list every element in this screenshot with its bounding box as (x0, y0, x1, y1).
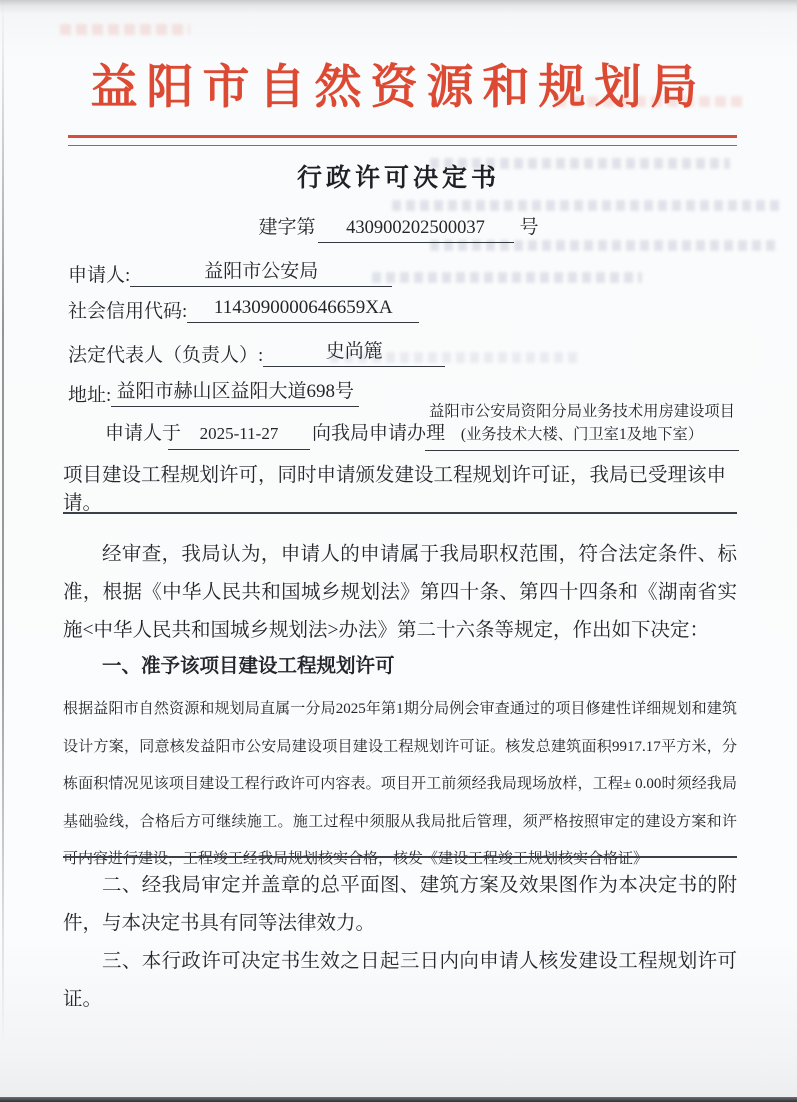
decision-1-detail: 根据益阳市自然资源和规划局直属一分局2025年第1期分局例会审查通过的项目修建性详细规划和建筑设计方案，同意核发益阳市公安局建设项目建设工程规划许可证。核发总建筑面积9917.17平方米，分栋面积情况见该项目建设工程行政许可内容表。项目开工前须经我局现场放样，工程± 0.00时须经我局基础验线，合格后方可继续施工。施工过程中须服从我局批后管理，须严格按照审定的建设方案和许可内容进行建设，工程竣工经我局规划核实合格，核发《建设工程竣工规划核实合格证》 (63, 701, 737, 867)
bleed-through-artifact (392, 200, 782, 211)
credit-code-label: 社会信用代码: (68, 301, 188, 322)
review-paragraph: 经审查，我局认为，申请人的申请属于我局职权范围，符合法定条件、标准，根据《中华人民共和国城乡规划法》第四十条、第四十四条和《湖南省实施<中华人民共和国城乡规划法>办法》第二十六条等规定，作出如下决定： (63, 544, 737, 641)
bleed-through-artifact (372, 272, 642, 283)
field-row-applicant (68, 256, 392, 287)
applicant-label: 申请人: (68, 265, 131, 286)
section-separator-bottom (63, 856, 737, 858)
doc-number-suffix: 号 (519, 217, 539, 238)
letterhead-double-rule (68, 135, 737, 146)
address-label: 地址: (68, 385, 112, 406)
field-row-credit-code (68, 296, 419, 323)
credit-code-value: 1143090000646659XA (187, 297, 419, 323)
application-prefix: 申请人于 (105, 423, 182, 444)
section-separator-top (63, 512, 737, 514)
address-value: 益阳市赫山区益阳大道698号 (111, 376, 359, 407)
application-project-name: 益阳市公安局资阳分局业务技术用房建设项目(业务技术大楼、门卫室1及地下室） (425, 400, 739, 451)
application-line (63, 400, 737, 458)
application-middle: 向我局申请办理 (312, 423, 446, 444)
legal-representative-label: 法定代表人（负责人）: (68, 345, 264, 366)
field-row-legal-representative (68, 336, 445, 367)
bleed-through-artifact (60, 24, 190, 35)
decision-1-title: 一、准予该项目建设工程规划许可 (102, 656, 395, 677)
legal-representative-value: 史尚簏 (263, 336, 445, 367)
application-continuation: 项目建设工程规划许可，同时申请颁发建设工程规划许可证，我局已受理该申请。 (63, 465, 727, 514)
application-date: 2025-11-27 (168, 424, 310, 450)
document-title: 行政许可决定书 (296, 165, 500, 192)
doc-number-prefix: 建字第 (258, 217, 316, 238)
page-edge-shadow-bottom (0, 1097, 797, 1102)
decision-3-paragraph: 三、本行政许可决定书生效之日起三日内向申请人核发建设工程规划许可证。 (63, 951, 737, 1010)
doc-number-value: 430900202500037 (318, 218, 514, 243)
agency-title: 益阳市自然资源和规划局 (90, 60, 707, 113)
decision-2-paragraph: 二、经我局审定并盖章的总平面图、建筑方案及效果图作为本决定书的附件，与本决定书具有同等法律效力。 (63, 875, 737, 934)
document-number-line (0, 212, 797, 243)
applicant-value: 益阳市公安局 (130, 256, 392, 287)
